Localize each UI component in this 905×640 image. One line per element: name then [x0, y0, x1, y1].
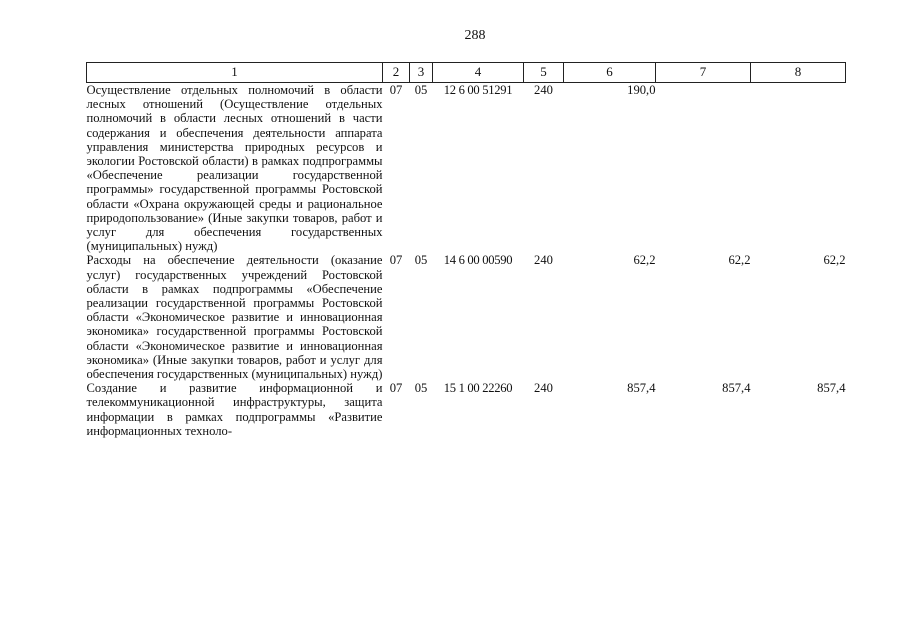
row-target-article-code: 15 1 00 22260 — [443, 381, 513, 396]
table-body — [87, 83, 846, 439]
row-description: Осуществление отдельных полномочий в области лесных отношений (Осуществление отдельных полномочий в области лесных отношений в части содержания и обеспечения деятельности аппарата управления министерства природных ресурсов и экологии Ростовской области) в рамках подпрограммы «Обеспечение реализации государственной программы» государственной программы Ростовской области «Охрана окружающей среды и рациональное природопользование» (Иные закупки товаров, работ и услуг для обеспечения государственных (муниципальных) нужд) — [86, 83, 383, 254]
row-section-code: 07 — [389, 381, 403, 396]
row-expense-type-code: 240 — [534, 83, 553, 97]
header-col-4: 4 — [433, 63, 524, 83]
row-expense-type-code: 240 — [534, 381, 553, 396]
budget-table — [86, 62, 846, 438]
header-col-6: 6 — [564, 63, 656, 83]
row-amount-col-7: 857,4 — [722, 381, 751, 396]
row-subsection-code: 05 — [414, 83, 428, 97]
row-section-code: 07 — [389, 253, 403, 268]
row-amount-col-8 — [751, 83, 846, 254]
header-col-8: 8 — [751, 63, 846, 83]
table-row — [87, 381, 846, 438]
page-number: 288 — [464, 28, 486, 43]
table-row — [87, 83, 846, 254]
row-amount-col-6: 857,4 — [627, 381, 656, 396]
header-col-2: 2 — [383, 63, 410, 83]
row-target-article-code: 12 6 00 51291 — [443, 83, 513, 97]
row-amount-col-8: 62,2 — [823, 253, 846, 268]
header-row — [87, 63, 846, 83]
row-subsection-code: 05 — [414, 381, 428, 396]
header-col-1: 1 — [87, 63, 383, 83]
header-col-3: 3 — [410, 63, 433, 83]
table-header — [87, 63, 846, 83]
row-description: Создание и развитие информационной и телекоммуникационной инфраструктуры, защита информации в рамках подпрограммы «Развитие информационных техноло- — [86, 381, 383, 438]
row-amount-col-6: 190,0 — [627, 83, 656, 97]
row-target-article-code: 14 6 00 00590 — [443, 253, 513, 268]
row-amount-col-7 — [656, 83, 751, 254]
header-col-7: 7 — [656, 63, 751, 83]
row-expense-type-code: 240 — [534, 253, 553, 268]
row-description: Расходы на обеспечение деятельности (оказание услуг) государственных учреждений Ростовской области в рамках подпрограммы «Обеспечение реализации государственной программы Ростовской области «Экономическое развитие и инновационная экономика» государственной программы Ростовской области «Экономическое развитие и инновационная экономика» (Иные закупки товаров, работ и услуг для обеспечения государственных (муниципальных) нужд) — [86, 253, 383, 382]
row-amount-col-7: 62,2 — [728, 253, 751, 268]
table-row — [87, 253, 846, 381]
row-section-code: 07 — [389, 83, 403, 97]
row-subsection-code: 05 — [414, 253, 428, 268]
header-col-5: 5 — [524, 63, 564, 83]
row-amount-col-6: 62,2 — [633, 253, 656, 268]
row-amount-col-8: 857,4 — [817, 381, 846, 396]
